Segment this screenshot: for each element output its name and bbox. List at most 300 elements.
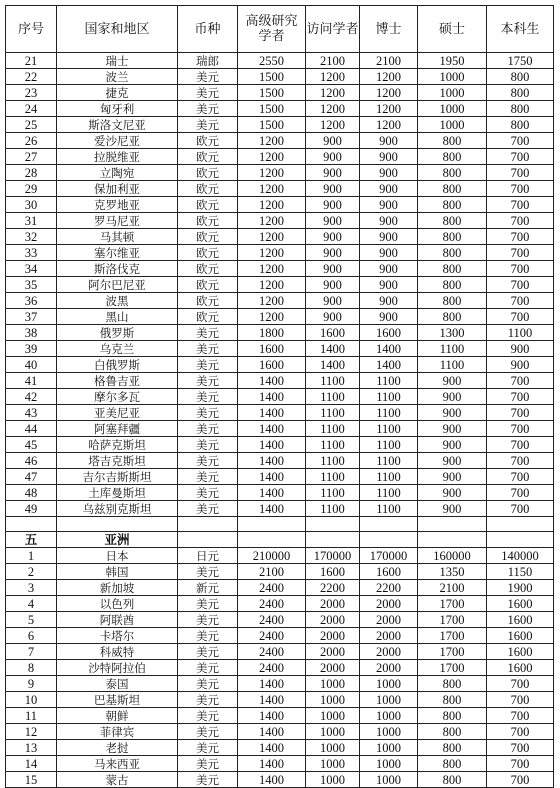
table-row: [6, 580, 554, 596]
cell-masters: 800: [418, 756, 487, 772]
header-undergraduate: 本科生: [487, 6, 554, 53]
cell-senior-scholar: 1200: [238, 277, 306, 293]
cell-country: 科威特: [57, 644, 178, 660]
cell-visiting-scholar: 1400: [306, 357, 360, 373]
cell-undergraduate: 700: [487, 277, 554, 293]
table-row: [6, 133, 554, 149]
cell-visiting-scholar: 1000: [306, 676, 360, 692]
cell-senior-scholar: 1800: [238, 325, 306, 341]
table-row: [6, 85, 554, 101]
cell-undergraduate: 700: [487, 692, 554, 708]
cell-index: 8: [6, 660, 57, 676]
cell-senior-scholar: 1200: [238, 309, 306, 325]
cell-doctoral: 900: [360, 277, 418, 293]
table-row: [6, 660, 554, 676]
cell-visiting-scholar: 900: [306, 309, 360, 325]
cell-country: 乌兹别克斯坦: [57, 501, 178, 517]
spacer-row: [6, 517, 554, 532]
cell-masters: 1700: [418, 596, 487, 612]
cell-country: 乌克兰: [57, 341, 178, 357]
cell-doctoral: 1000: [360, 772, 418, 788]
cell-undergraduate: 700: [487, 389, 554, 405]
cell-masters: 800: [418, 676, 487, 692]
cell-index: 1: [6, 548, 57, 564]
cell-visiting-scholar: 1000: [306, 724, 360, 740]
cell-index: 21: [6, 53, 57, 69]
cell-index: 13: [6, 740, 57, 756]
cell-undergraduate: 800: [487, 101, 554, 117]
cell-masters: 800: [418, 149, 487, 165]
cell-visiting-scholar: 2000: [306, 596, 360, 612]
cell-index: 42: [6, 389, 57, 405]
cell-index: 30: [6, 197, 57, 213]
cell-undergraduate: 800: [487, 85, 554, 101]
cell-visiting-scholar: 1000: [306, 772, 360, 788]
cell-undergraduate: 700: [487, 501, 554, 517]
cell-masters: 800: [418, 213, 487, 229]
cell-index: 4: [6, 596, 57, 612]
cell-country: 日本: [57, 548, 178, 564]
cell-masters: 1100: [418, 357, 487, 373]
cell-doctoral: 1100: [360, 373, 418, 389]
cell-country: 格鲁吉亚: [57, 373, 178, 389]
table-row: [6, 341, 554, 357]
cell-currency: 日元: [178, 548, 238, 564]
cell-undergraduate: 700: [487, 485, 554, 501]
cell-undergraduate: 700: [487, 197, 554, 213]
cell-index: 25: [6, 117, 57, 133]
cell-doctoral: 900: [360, 197, 418, 213]
cell-currency: 美元: [178, 69, 238, 85]
cell-country: 斯洛伐克: [57, 261, 178, 277]
cell-senior-scholar: 2400: [238, 644, 306, 660]
table-row: [6, 724, 554, 740]
cell-doctoral: 1600: [360, 325, 418, 341]
cell-country: 立陶宛: [57, 165, 178, 181]
cell-masters: 1000: [418, 101, 487, 117]
cell-currency: 美元: [178, 85, 238, 101]
cell-index: 48: [6, 485, 57, 501]
table-header: [6, 6, 554, 53]
cell-undergraduate: 1600: [487, 644, 554, 660]
cell-visiting-scholar: 1100: [306, 469, 360, 485]
cell-doctoral: 900: [360, 181, 418, 197]
section-number: 五: [6, 532, 57, 548]
cell-currency: 欧元: [178, 149, 238, 165]
cell-index: 5: [6, 612, 57, 628]
cell-currency: 美元: [178, 740, 238, 756]
cell-country: 塔吉克斯坦: [57, 453, 178, 469]
cell-country: 摩尔多瓦: [57, 389, 178, 405]
cell-country: 马来西亚: [57, 756, 178, 772]
cell-senior-scholar: 2100: [238, 564, 306, 580]
cell-senior-scholar: 1500: [238, 69, 306, 85]
cell-country: 斯洛文尼亚: [57, 117, 178, 133]
table-row: [6, 117, 554, 133]
cell-doctoral: 2000: [360, 612, 418, 628]
table-row: [6, 437, 554, 453]
cell-visiting-scholar: 2000: [306, 660, 360, 676]
cell-index: 27: [6, 149, 57, 165]
cell-masters: 800: [418, 229, 487, 245]
cell-currency: 美元: [178, 437, 238, 453]
cell-doctoral: 1000: [360, 740, 418, 756]
table-row: [6, 261, 554, 277]
cell-senior-scholar: 1600: [238, 341, 306, 357]
cell-masters: 800: [418, 261, 487, 277]
cell-country: 拉脱维亚: [57, 149, 178, 165]
table-row: [6, 708, 554, 724]
cell-senior-scholar: 2400: [238, 596, 306, 612]
cell-doctoral: 1100: [360, 421, 418, 437]
table-row: [6, 469, 554, 485]
table-row: [6, 405, 554, 421]
cell-masters: 800: [418, 772, 487, 788]
cell-doctoral: 2000: [360, 660, 418, 676]
cell-index: 46: [6, 453, 57, 469]
header-visiting-scholar: 访问学者: [306, 6, 360, 53]
cell-masters: 1700: [418, 612, 487, 628]
table-row: [6, 229, 554, 245]
stipend-table: [5, 5, 554, 788]
cell-senior-scholar: 1400: [238, 772, 306, 788]
cell-senior-scholar: 1200: [238, 293, 306, 309]
cell-visiting-scholar: 900: [306, 165, 360, 181]
table-row: [6, 325, 554, 341]
cell-country: 以色列: [57, 596, 178, 612]
header-senior-scholar: 高级研究学者: [238, 6, 306, 53]
cell-currency: 新元: [178, 580, 238, 596]
cell-country: 阿联酋: [57, 612, 178, 628]
cell-masters: 800: [418, 740, 487, 756]
cell-senior-scholar: 1400: [238, 740, 306, 756]
cell-index: 33: [6, 245, 57, 261]
cell-senior-scholar: 1200: [238, 197, 306, 213]
cell-senior-scholar: 1500: [238, 117, 306, 133]
cell-senior-scholar: 1200: [238, 181, 306, 197]
cell-currency: 美元: [178, 596, 238, 612]
cell-doctoral: 900: [360, 149, 418, 165]
cell-masters: 800: [418, 277, 487, 293]
cell-undergraduate: 700: [487, 149, 554, 165]
cell-doctoral: 1000: [360, 708, 418, 724]
cell-undergraduate: 700: [487, 469, 554, 485]
table-row: [6, 421, 554, 437]
cell-doctoral: 1100: [360, 437, 418, 453]
cell-masters: 800: [418, 133, 487, 149]
cell-masters: 900: [418, 389, 487, 405]
cell-senior-scholar: 1400: [238, 676, 306, 692]
cell-currency: 美元: [178, 644, 238, 660]
cell-country: 韩国: [57, 564, 178, 580]
cell-visiting-scholar: 900: [306, 181, 360, 197]
cell-doctoral: 1400: [360, 341, 418, 357]
cell-masters: 1300: [418, 325, 487, 341]
table-row: [6, 628, 554, 644]
cell-senior-scholar: 1400: [238, 724, 306, 740]
cell-visiting-scholar: 1200: [306, 101, 360, 117]
cell-currency: 欧元: [178, 213, 238, 229]
cell-doctoral: 2000: [360, 628, 418, 644]
cell-masters: 800: [418, 724, 487, 740]
cell-senior-scholar: 1400: [238, 405, 306, 421]
cell-index: 32: [6, 229, 57, 245]
cell-masters: 800: [418, 309, 487, 325]
cell-senior-scholar: 1400: [238, 469, 306, 485]
cell-senior-scholar: 2400: [238, 612, 306, 628]
cell-senior-scholar: 1500: [238, 85, 306, 101]
cell-country: 蒙古: [57, 772, 178, 788]
cell-country: 卡塔尔: [57, 628, 178, 644]
cell-country: 老挝: [57, 740, 178, 756]
cell-currency: 美元: [178, 708, 238, 724]
cell-doctoral: 1100: [360, 501, 418, 517]
table-row: [6, 245, 554, 261]
cell-undergraduate: 1600: [487, 596, 554, 612]
table-row: [6, 165, 554, 181]
cell-country: 黑山: [57, 309, 178, 325]
cell-currency: 欧元: [178, 309, 238, 325]
section-row-asia: [6, 532, 554, 548]
cell-undergraduate: 700: [487, 437, 554, 453]
cell-currency: 欧元: [178, 181, 238, 197]
cell-visiting-scholar: 1100: [306, 453, 360, 469]
cell-masters: 1950: [418, 53, 487, 69]
cell-doctoral: 1100: [360, 469, 418, 485]
cell-doctoral: 1100: [360, 405, 418, 421]
cell-doctoral: 900: [360, 293, 418, 309]
cell-senior-scholar: 1400: [238, 692, 306, 708]
cell-doctoral: 1000: [360, 676, 418, 692]
cell-senior-scholar: 2550: [238, 53, 306, 69]
cell-currency: 美元: [178, 501, 238, 517]
cell-masters: 800: [418, 165, 487, 181]
cell-doctoral: 1000: [360, 756, 418, 772]
cell-undergraduate: 700: [487, 453, 554, 469]
cell-senior-scholar: 1200: [238, 149, 306, 165]
cell-undergraduate: 700: [487, 676, 554, 692]
cell-senior-scholar: 1200: [238, 133, 306, 149]
cell-currency: 欧元: [178, 261, 238, 277]
cell-senior-scholar: 1200: [238, 261, 306, 277]
cell-senior-scholar: 1400: [238, 756, 306, 772]
table-row: [6, 181, 554, 197]
cell-country: 亚美尼亚: [57, 405, 178, 421]
table-row: [6, 453, 554, 469]
cell-doctoral: 2100: [360, 53, 418, 69]
cell-currency: 美元: [178, 389, 238, 405]
cell-undergraduate: 700: [487, 165, 554, 181]
cell-doctoral: 900: [360, 245, 418, 261]
cell-visiting-scholar: 900: [306, 229, 360, 245]
cell-visiting-scholar: 1000: [306, 756, 360, 772]
cell-currency: 美元: [178, 325, 238, 341]
cell-country: 爱沙尼亚: [57, 133, 178, 149]
cell-index: 47: [6, 469, 57, 485]
cell-currency: 美元: [178, 676, 238, 692]
cell-doctoral: 2000: [360, 644, 418, 660]
cell-senior-scholar: 2400: [238, 628, 306, 644]
header-currency: 币种: [178, 6, 238, 53]
cell-undergraduate: 900: [487, 341, 554, 357]
cell-undergraduate: 1600: [487, 628, 554, 644]
cell-senior-scholar: 1500: [238, 101, 306, 117]
section-name: 亚洲: [57, 532, 178, 548]
cell-undergraduate: 700: [487, 309, 554, 325]
cell-masters: 1000: [418, 117, 487, 133]
cell-index: 39: [6, 341, 57, 357]
cell-index: 2: [6, 564, 57, 580]
cell-country: 巴基斯坦: [57, 692, 178, 708]
cell-undergraduate: 1600: [487, 660, 554, 676]
cell-currency: 美元: [178, 756, 238, 772]
cell-undergraduate: 700: [487, 229, 554, 245]
header-doctoral: 博士: [360, 6, 418, 53]
cell-currency: 欧元: [178, 245, 238, 261]
cell-undergraduate: 700: [487, 181, 554, 197]
table-row: [6, 213, 554, 229]
cell-country: 哈萨克斯坦: [57, 437, 178, 453]
cell-senior-scholar: 1200: [238, 229, 306, 245]
table-body-europe: [6, 53, 554, 517]
cell-undergraduate: 800: [487, 117, 554, 133]
cell-undergraduate: 700: [487, 756, 554, 772]
cell-visiting-scholar: 2100: [306, 53, 360, 69]
cell-country: 塞尔维亚: [57, 245, 178, 261]
cell-currency: 欧元: [178, 197, 238, 213]
cell-visiting-scholar: 1000: [306, 692, 360, 708]
cell-masters: 2100: [418, 580, 487, 596]
cell-index: 28: [6, 165, 57, 181]
cell-visiting-scholar: 1200: [306, 85, 360, 101]
cell-undergraduate: 700: [487, 421, 554, 437]
cell-masters: 1700: [418, 644, 487, 660]
cell-undergraduate: 800: [487, 69, 554, 85]
cell-currency: 美元: [178, 724, 238, 740]
cell-country: 白俄罗斯: [57, 357, 178, 373]
cell-visiting-scholar: 1100: [306, 389, 360, 405]
table-row: [6, 485, 554, 501]
cell-doctoral: 170000: [360, 548, 418, 564]
cell-currency: 美元: [178, 660, 238, 676]
cell-masters: 1000: [418, 85, 487, 101]
cell-visiting-scholar: 900: [306, 261, 360, 277]
table-row: [6, 756, 554, 772]
cell-senior-scholar: 1400: [238, 453, 306, 469]
cell-visiting-scholar: 2200: [306, 580, 360, 596]
header-country: 国家和地区: [57, 6, 178, 53]
cell-doctoral: 1200: [360, 117, 418, 133]
table-row: [6, 564, 554, 580]
cell-senior-scholar: 1200: [238, 165, 306, 181]
table-row: [6, 612, 554, 628]
cell-visiting-scholar: 900: [306, 277, 360, 293]
cell-undergraduate: 900: [487, 357, 554, 373]
cell-doctoral: 900: [360, 261, 418, 277]
cell-index: 44: [6, 421, 57, 437]
cell-country: 阿尔巴尼亚: [57, 277, 178, 293]
cell-masters: 800: [418, 245, 487, 261]
cell-doctoral: 1100: [360, 453, 418, 469]
cell-country: 吉尔吉斯斯坦: [57, 469, 178, 485]
cell-senior-scholar: 1600: [238, 357, 306, 373]
cell-senior-scholar: 1400: [238, 485, 306, 501]
cell-index: 14: [6, 756, 57, 772]
table-row: [6, 149, 554, 165]
cell-doctoral: 1100: [360, 485, 418, 501]
table-row: [6, 501, 554, 517]
table-row: [6, 389, 554, 405]
cell-visiting-scholar: 2000: [306, 644, 360, 660]
cell-visiting-scholar: 900: [306, 245, 360, 261]
cell-senior-scholar: 1400: [238, 389, 306, 405]
cell-index: 37: [6, 309, 57, 325]
cell-masters: 1700: [418, 660, 487, 676]
cell-masters: 800: [418, 293, 487, 309]
cell-masters: 900: [418, 501, 487, 517]
cell-undergraduate: 700: [487, 724, 554, 740]
cell-masters: 800: [418, 692, 487, 708]
cell-index: 6: [6, 628, 57, 644]
table-body-asia: [6, 548, 554, 788]
cell-masters: 1700: [418, 628, 487, 644]
cell-visiting-scholar: 1100: [306, 485, 360, 501]
cell-index: 43: [6, 405, 57, 421]
cell-country: 阿塞拜疆: [57, 421, 178, 437]
cell-doctoral: 2200: [360, 580, 418, 596]
cell-currency: 美元: [178, 357, 238, 373]
cell-senior-scholar: 1200: [238, 213, 306, 229]
cell-doctoral: 900: [360, 133, 418, 149]
cell-doctoral: 1600: [360, 564, 418, 580]
table-row: [6, 596, 554, 612]
cell-undergraduate: 700: [487, 245, 554, 261]
cell-index: 31: [6, 213, 57, 229]
cell-index: 26: [6, 133, 57, 149]
cell-currency: 欧元: [178, 293, 238, 309]
cell-index: 10: [6, 692, 57, 708]
table-row: [6, 740, 554, 756]
table-row: [6, 277, 554, 293]
cell-visiting-scholar: 1000: [306, 740, 360, 756]
cell-masters: 800: [418, 181, 487, 197]
cell-currency: 美元: [178, 405, 238, 421]
cell-index: 36: [6, 293, 57, 309]
table-row: [6, 692, 554, 708]
cell-undergraduate: 1100: [487, 325, 554, 341]
cell-doctoral: 900: [360, 165, 418, 181]
cell-senior-scholar: 1400: [238, 437, 306, 453]
table-row: [6, 53, 554, 69]
cell-currency: 美元: [178, 564, 238, 580]
cell-senior-scholar: 1400: [238, 421, 306, 437]
cell-masters: 160000: [418, 548, 487, 564]
cell-doctoral: 1200: [360, 69, 418, 85]
cell-visiting-scholar: 900: [306, 213, 360, 229]
cell-country: 菲律宾: [57, 724, 178, 740]
cell-undergraduate: 700: [487, 772, 554, 788]
cell-masters: 900: [418, 405, 487, 421]
cell-doctoral: 900: [360, 229, 418, 245]
cell-visiting-scholar: 1400: [306, 341, 360, 357]
cell-index: 38: [6, 325, 57, 341]
cell-senior-scholar: 1400: [238, 708, 306, 724]
cell-undergraduate: 700: [487, 405, 554, 421]
cell-undergraduate: 700: [487, 293, 554, 309]
cell-masters: 1350: [418, 564, 487, 580]
cell-country: 波兰: [57, 69, 178, 85]
cell-undergraduate: 700: [487, 261, 554, 277]
